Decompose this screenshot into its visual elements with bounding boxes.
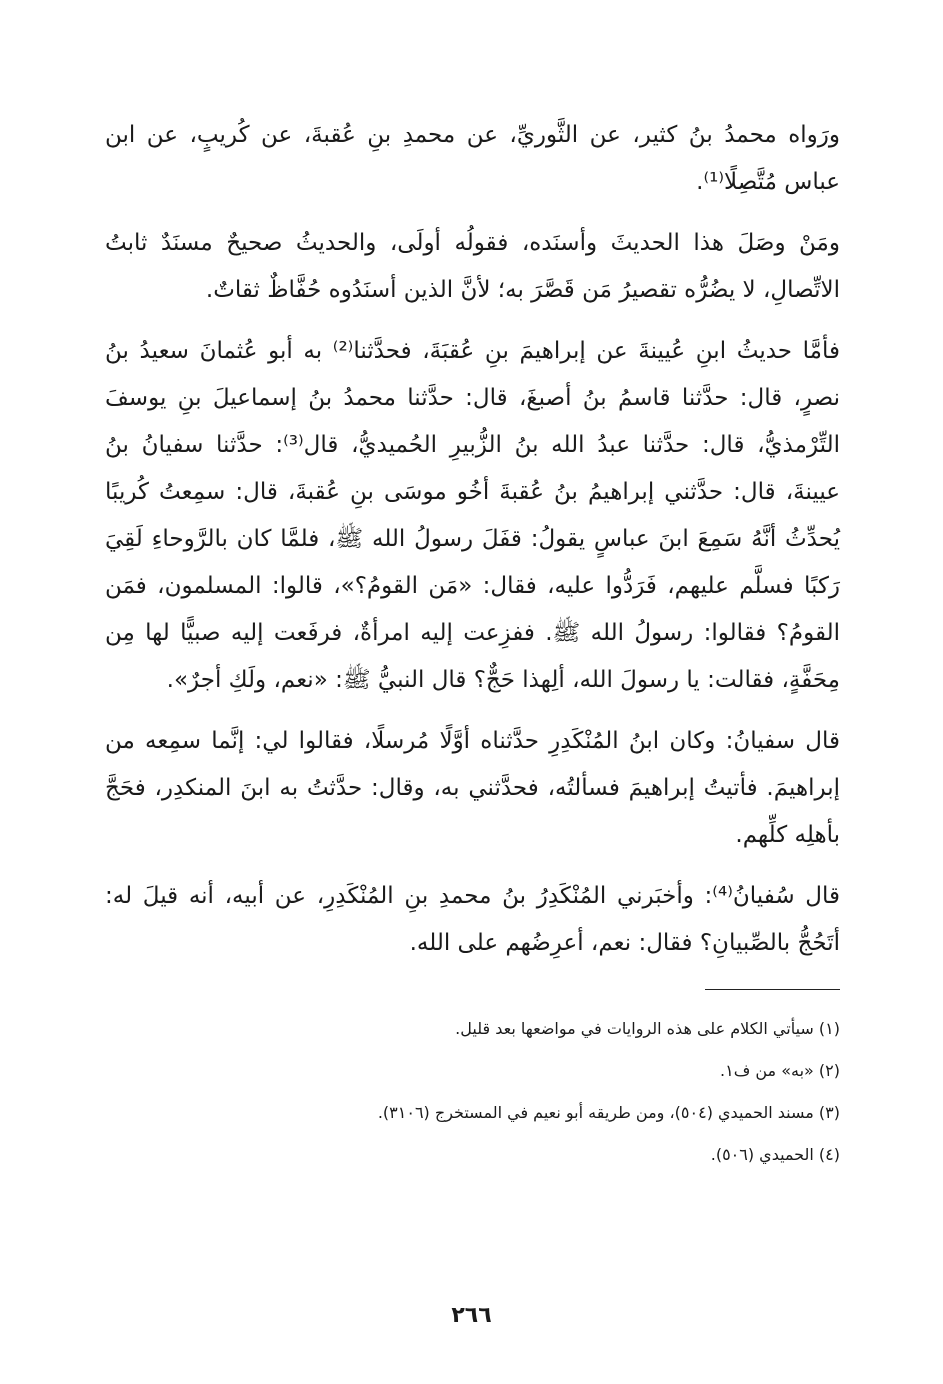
footnote-3: (٣) مسند الحميدي (٥٠٤)، ومن طريقه أبو نعيم في المستخرج (٣١٠٦). <box>377 1103 840 1122</box>
book-page <box>105 112 840 1362</box>
paragraph-1: ورَواه محمدُ بنُ كثير، عن الثَّوريِّ، عن محمدِ بنِ عُقبةَ، عن كُريبٍ، عن ابن عباس مُتَّصِلًا⁽¹⁾. <box>105 122 840 195</box>
paragraph-5: قال سُفيانُ⁽⁴⁾: وأخبَرني المُنْكَدِرُ بنُ محمدِ بنِ المُنْكَدِرِ، عن أبيه، أنه قيلَ له: أتَحُجُّ بالصِّبيانِ؟ فقال: نعم، أعرِضُهم على الله. <box>105 883 840 956</box>
footnote-4: (٤) الحميدي (٥٠٦). <box>710 1145 840 1164</box>
paragraph-4: قال سفيانُ: وكان ابنُ المُنْكَدِرِ حدَّثناه أوَّلًا مُرسلًا، فقالوا لي: إنَّما سمِعه من إبراهيمَ. فأتيتُ إبراهيمَ فسألتُه، فحدَّثني به، وقال: حدَّثتُ به ابنَ المنكدِر، فحَجَّ بأهلِه كلِّهم. <box>105 728 840 848</box>
page-number: ٢٦٦ <box>451 1303 492 1328</box>
footnote-2: (٢) «به» من ف١. <box>720 1061 840 1080</box>
footnotes <box>105 1008 840 1176</box>
paragraph-3: فأمَّا حديثُ ابنِ عُيينةَ عن إبراهيمَ بنِ عُقبَةَ، فحدَّثنا⁽²⁾ به أبو عُثمانَ سعيدُ بنُ نصرٍ، قال: حدَّثنا قاسمُ بنُ أصبغَ، قال: حدَّثنا محمدُ بنُ إسماعيلَ بنِ يوسفَ التِّرْمذيُّ، قال: حدَّثنا عبدُ الله بنُ الزُّبيرِ الحُميديُّ، قال⁽³⁾: حدَّثنا سفيانُ بنُ عيينةَ، قال: حدَّثني إبراهيمُ بنُ عُقبةَ أخُو موسَى بنِ عُقبةَ، قال: سمِعتُ كُريبًا يُحدِّثُ أنَّهُ سَمِعَ ابنَ عباسٍ يقولُ: قفَلَ رسولُ الله ﷺ، فلمَّا كان بالرَّوحاءِ لَقِيَ رَكبًا فسلَّم عليهم، فَرَدُّوا عليه، فقال: «مَن القومُ؟»، قالوا: المسلمون، فمَن القومُ؟ فقالوا: رسولُ الله ﷺ. ففزِعت إليه امرأةٌ، فرفَعت إليه صبيًّا لها مِن مِحَفَّةٍ، فقالت: يا رسولَ الله، ألِهذا حَجٌّ؟ قال النبيُّ ﷺ: «نعم، ولَكِ أجرٌ». <box>105 338 840 693</box>
footnote-1: (١) سيأتي الكلام على هذه الروايات في مواضعها بعد قليل. <box>455 1019 840 1038</box>
paragraph-2: ومَنْ وصَلَ هذا الحديثَ وأسنَده، فقولُه أولَى، والحديثُ صحيحٌ مسنَدٌ ثابتُ الاتِّصالِ، لا يضُرُّه تقصيرُ مَن قَصَّرَ به؛ لأنَّ الذين أسنَدُوه حُفَّاظٌ ثقاتٌ. <box>105 230 840 303</box>
footnote-divider <box>705 989 840 990</box>
